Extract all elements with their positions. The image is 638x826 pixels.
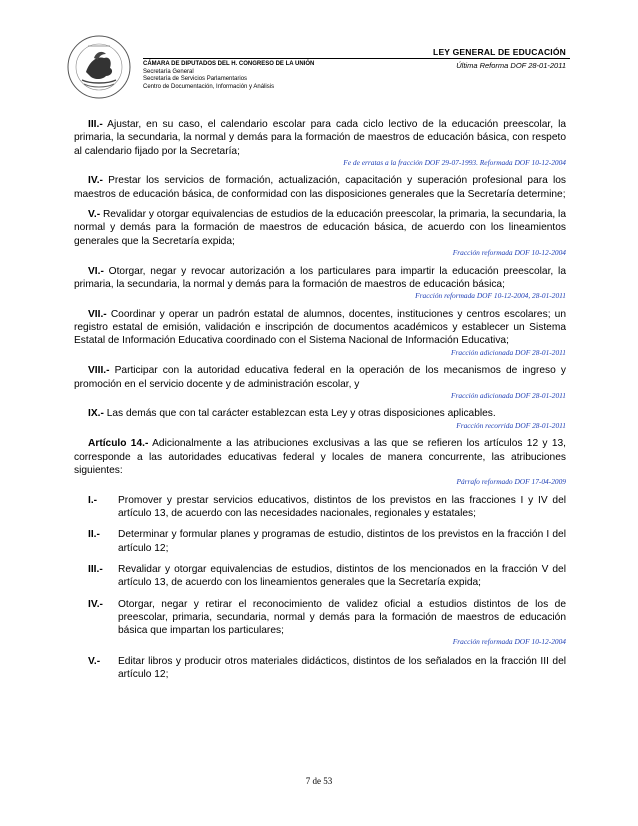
mexican-coat-of-arms-icon [66,34,132,100]
item-content [118,563,566,590]
fraction-body: Las demás que con tal carácter establezcan esta Ley y otras disposiciones aplicables. [103,408,496,420]
page-number: 7 de 53 [305,776,333,786]
item-content [118,655,566,682]
concurrent-attribution-item [74,528,566,555]
fraction-text [74,437,566,477]
fraction-paragraph [74,118,566,167]
fraction-text [74,308,566,348]
reform-note: Fracción adicionada DOF 28-01-2011 [450,347,566,357]
fraction-body: Ajustar, en su caso, el calendario escolar para cada ciclo lectivo de la educación preescolar, la primaria, la secundaria, la normal y demás para la formación de maestros de educación básica, con respeto al calendario fijado por la Secretaría; [74,119,566,157]
item-number: V.- [88,656,101,668]
document-body [74,118,566,690]
fraction-body: Adicionalmente a las atribuciones exclusivas a las que se refieren los artículos 12 y 13, corresponde a las autoridades educativas federal y locales de manera concurrente, las atribuciones siguientes: [74,438,567,476]
last-reform-date: Última Reforma DOF 28-01-2011 [456,61,566,70]
header-divider [143,58,570,59]
fraction-label: V.- [88,209,101,221]
fraction-body: Revalidar y otorgar equivalencias de estudios de la educación preescolar, la primaria, la secundaria, la normal y demás para la formación de maestros de educación básica, de acuerdo con los lineamientos generales que la Secretaría expida; [74,209,566,247]
reform-note: Fracción reformada DOF 10-12-2004 [452,247,566,257]
item-number: IV.- [88,598,103,610]
item-number: III.- [88,563,103,575]
reform-note: Párrafo reformado DOF 17-04-2009 [456,477,566,487]
fraction-body: Participar con la autoridad educativa federal en la operación de los mecanismos de ingreso y promoción en el servicio docente y de administración escolar, y [74,365,566,390]
fraction-body: Coordinar y operar un padrón estatal de alumnos, docentes, instituciones y centros escolares; un registro estatal de emisión, validación e inscripción de documentos académicos y establecer un Sistema Estatal de Información Educativa coordinado con el Sistema Nacional de Información Educativa; [74,308,566,347]
reform-note: Fracción recorrida DOF 28-01-2011 [456,420,566,430]
fraction-label: IV.- [88,175,103,187]
concurrent-attribution-item [74,494,566,521]
fraction-text [74,265,566,292]
office-documentation: Centro de Documentación, Información y Análisis [143,83,275,90]
reform-note: Fe de erratas a la fracción DOF 29-07-1993. Reformada DOF 10-12-2004 [343,157,566,167]
item-content [118,598,566,647]
fraction-text [74,407,566,420]
office-general: Secretaría General [143,68,194,75]
concurrent-attribution-item [74,655,566,682]
fraction-text [74,364,566,391]
chamber-name: CÁMARA DE DIPUTADOS DEL H. CONGRESO DE LA UNIÓN [143,61,315,67]
item-content [118,528,566,555]
reform-note: Fracción reformada DOF 10-12-2004, 28-01-2011 [415,291,566,301]
law-title: LEY GENERAL DE EDUCACIÓN [433,47,566,57]
fraction-paragraph [74,208,566,257]
item-text: Promover y prestar servicios educativos, distintos de los previstos en las fracciones I y IV del artículo 13, de acuerdo con las necesidades nacionales, regionales y estatales; [118,494,566,520]
fraction-label: VII.- [88,308,107,320]
fraction-paragraph [74,308,566,357]
issuing-office-block [143,61,314,91]
item-text: Editar libros y producir otros materiales didácticos, distintos de los señalados en la fracción III del artículo 12; [118,656,566,681]
reform-note: Fracción reformada DOF 10-12-2004 [452,637,566,647]
office-parliamentary: Secretaría de Servicios Parlamentarios [143,76,248,83]
fraction-paragraph [74,174,566,201]
fraction-label: IX.- [88,408,104,420]
fraction-label: VI.- [88,265,104,277]
fraction-body: Otorgar, negar y revocar autorización a los particulares para impartir la educación preescolar, la primaria, la secundaria, la normal y demás para la formación de maestros de educación básica; [74,265,566,290]
item-number: I.- [88,494,98,506]
fraction-paragraph [74,364,566,400]
item-number: II.- [88,529,100,541]
concurrent-attribution-item [74,598,566,647]
fraction-label: Artículo 14.- [88,438,149,450]
fraction-text [74,118,566,158]
fraction-body: Prestar los servicios de formación, actualización, capacitación y superación profesional para los maestros de educación básica, de conformidad con las disposiciones generales que la Secretaría determine; [74,175,566,200]
item-content [118,494,566,521]
fraction-label: VIII.- [88,365,110,377]
fraction-paragraph [74,437,566,486]
concurrent-attribution-item [74,563,566,590]
fraction-text [74,208,566,248]
fraction-label: III.- [88,119,103,130]
fraction-paragraph [74,265,566,301]
item-text: Otorgar, negar y retirar el reconocimiento de validez oficial a estudios distintos de los de preescolar, primaria, secundaria, normal y demás para la formación de maestros de educación básica que impartan los particulares; [118,598,566,637]
item-text: Determinar y formular planes y programas de estudio, distintos de los previstos en la fracción I del artículo 12; [118,529,566,554]
fraction-text [74,174,566,201]
reform-note: Fracción adicionada DOF 28-01-2011 [450,390,566,400]
item-text: Revalidar y otorgar equivalencias de estudios, distintos de los mencionados en la fracción V del artículo 13, de acuerdo con los lineamientos generales que la Secretaría expida; [118,563,566,589]
fraction-paragraph [74,407,566,430]
